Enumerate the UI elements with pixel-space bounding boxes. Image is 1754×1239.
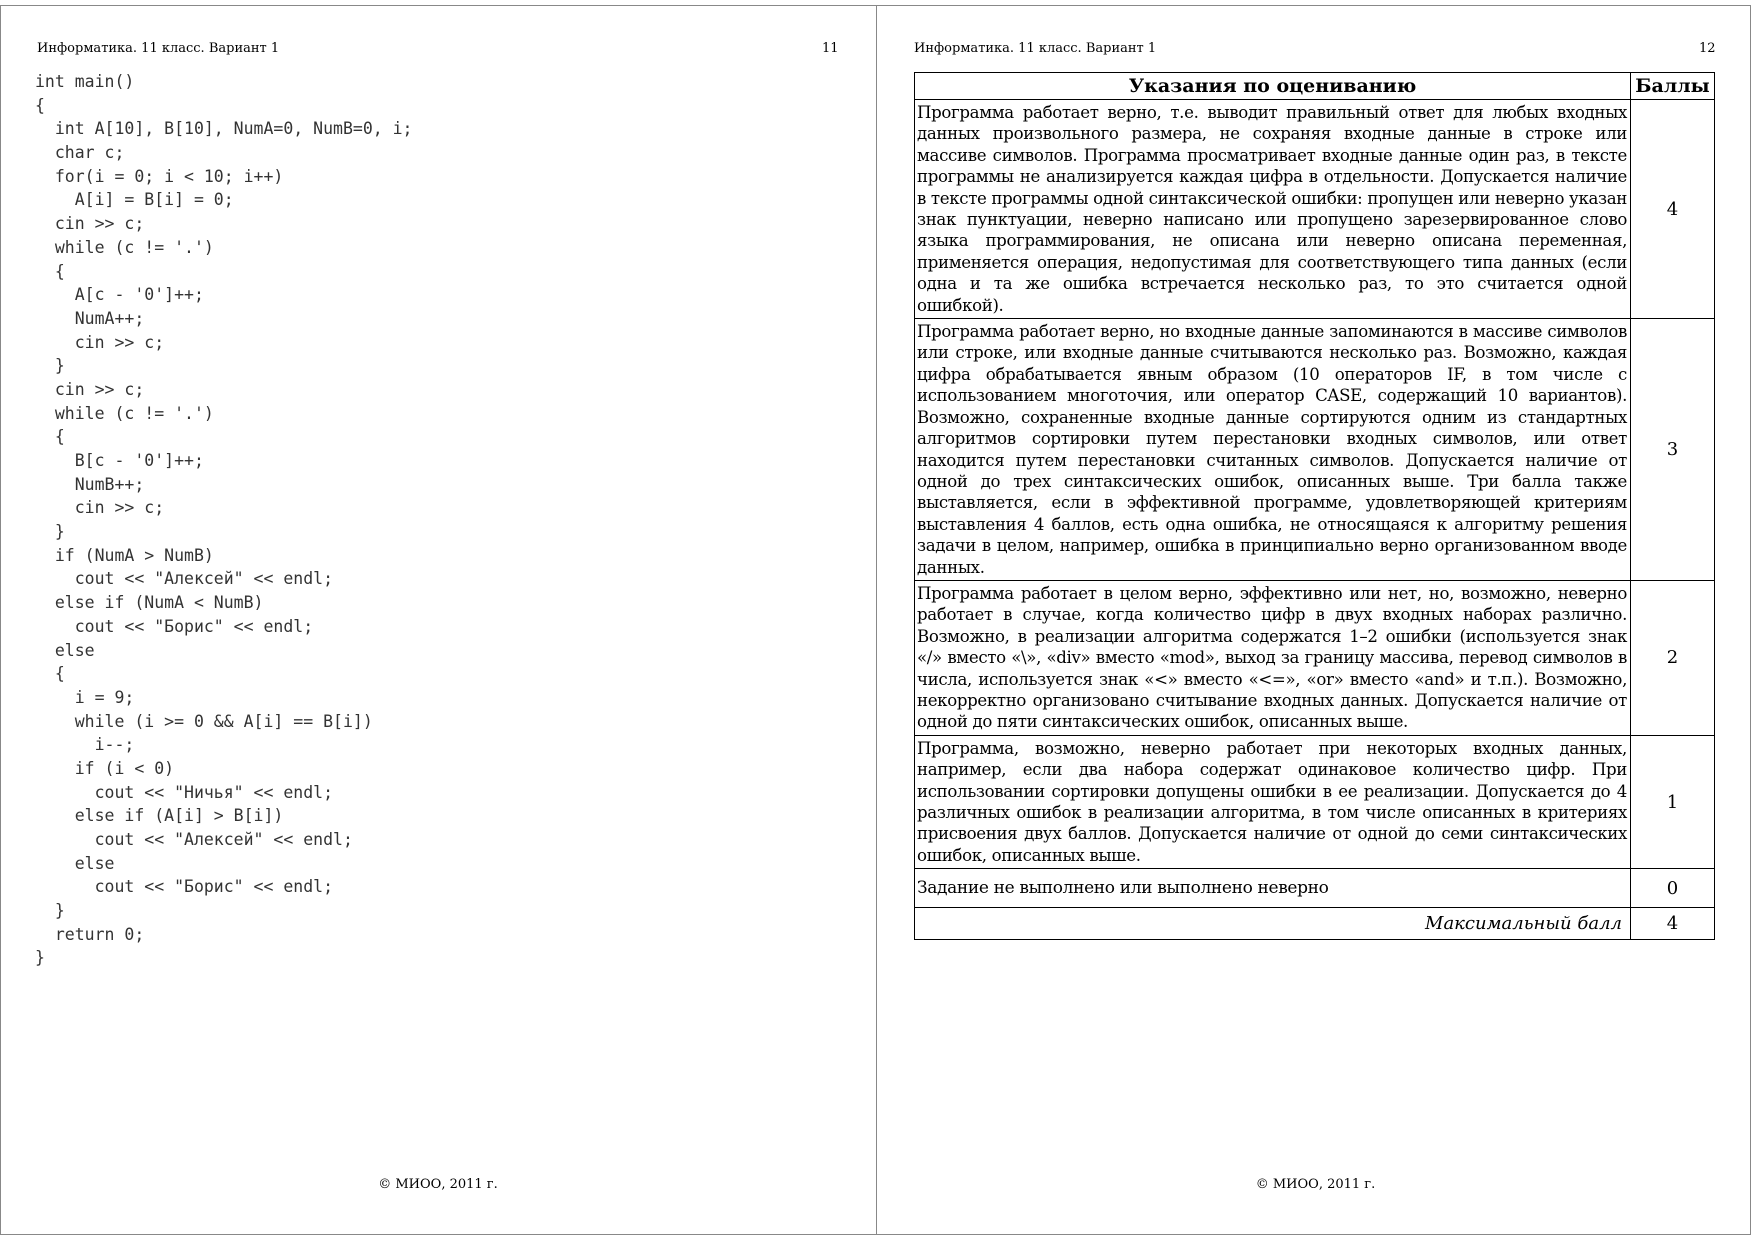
running-head: Информатика. 11 класс. Вариант 1 xyxy=(37,41,280,56)
page-footer: © МИОО, 2011 г. xyxy=(378,1177,498,1192)
table-header-row xyxy=(915,73,1715,100)
table-row xyxy=(915,580,1715,735)
criteria-cell: Программа работает в целом верно, эффективно или нет, но, возможно, неверно работает в случае, когда количество цифр в двух входных наборах различно. Возможно, в реализации алгоритма содержатся 1–2 ошибки (используется знак «/» вместо «\», «div» вместо «mod», выход за границу массива, перевод символов в числа, используется знак «<» вместо «<=», «or» вместо «and» и т.п.). Возможно, некорректно организовано считывание входных данных. Допускается наличие от одной до пяти синтаксических ошибок, описанных выше. xyxy=(915,580,1631,735)
table-row xyxy=(915,869,1715,908)
code-line: while (i >= 0 && A[i] == B[i]) xyxy=(35,711,373,731)
page-number: 11 xyxy=(822,41,839,56)
code-line: { xyxy=(35,261,65,281)
criteria-cell: Программа, возможно, неверно работает при некоторых входных данных, например, если два набора содержат одинаковое количество цифр. При использовании сортировки допущены ошибки в ее реализации. Допускается до 4 различных ошибок в реализации алгоритма, в том числе описанных в критериях присвоения двух баллов. Допускается наличие от одной до семи синтаксических ошибок, описанных выше. xyxy=(915,735,1631,868)
code-line: cout << "Алексей" << endl; xyxy=(35,569,334,589)
criteria-cell: Программа работает верно, но входные данные запоминаются в массиве символов или строке, или входные данные считываются несколько раз. Возможно, каждая цифра обрабатывается явным образом (10 операторов IF, в том числе с использованием многоточия, или оператор CASE, содержащий 10 вариантов). Возможно, сохраненные входные данные сортируются одним из стандартных алгоритмов сортировки путем перестановки входных символов, или ответ находится путем перестановки считанных символов. Допускается наличие от одной до трех синтаксических ошибок, описанных выше. Три балла также выставляется, если в эффективной программе, удовлетворяющей критериям выставления 4 баллов, есть одна ошибка, не относящаяся к алгоритму решения задачи в целом, например, ошибка в принципиально верно организованном вводе данных. xyxy=(915,319,1631,581)
grading-table xyxy=(914,72,1715,940)
points-cell: 2 xyxy=(1631,580,1715,735)
code-listing xyxy=(35,70,413,970)
code-line: else if (NumA < NumB) xyxy=(35,593,264,613)
running-head: Информатика. 11 класс. Вариант 1 xyxy=(914,41,1157,56)
right-page xyxy=(877,0,1754,1239)
max-score-label: Максимальный балл xyxy=(915,908,1631,940)
code-line: NumA++; xyxy=(35,308,145,328)
code-line: B[c - '0']++; xyxy=(35,451,204,470)
points-cell: 1 xyxy=(1631,735,1715,868)
code-line: i--; xyxy=(35,735,135,755)
code-line: cin >> c; xyxy=(35,332,165,352)
code-line: } xyxy=(35,356,65,376)
code-line: int main() xyxy=(35,72,135,91)
points-cell: 4 xyxy=(1631,100,1715,319)
points-cell: 3 xyxy=(1631,319,1715,581)
code-line: { xyxy=(35,95,45,115)
code-line: i = 9; xyxy=(35,687,135,707)
code-line: cout << "Борис" << endl; xyxy=(35,616,314,636)
code-line: if (i < 0) xyxy=(35,758,175,778)
code-line: cin >> c; xyxy=(35,379,145,399)
code-line: char c; xyxy=(35,143,125,163)
code-line: return 0; xyxy=(35,924,145,944)
code-line: } xyxy=(35,948,45,968)
code-line: cout << "Борис" << endl; xyxy=(35,877,334,897)
left-page xyxy=(0,0,876,1239)
code-line: { xyxy=(35,664,65,684)
table-row xyxy=(915,319,1715,581)
code-line: while (c != '.') xyxy=(35,403,214,423)
table-row xyxy=(915,100,1715,319)
points-header: Баллы xyxy=(1631,73,1715,100)
code-line: while (c != '.') xyxy=(35,237,214,257)
max-score-value: 4 xyxy=(1631,908,1715,940)
code-line: else xyxy=(35,640,95,660)
code-line: for(i = 0; i < 10; i++) xyxy=(35,166,284,186)
page-footer: © МИОО, 2011 г. xyxy=(1255,1177,1376,1192)
code-line: } xyxy=(35,522,65,542)
criteria-cell: Программа работает верно, т.е. выводит правильный ответ для любых входных данных произвольного размера, не сохраняя входные данные в строке или массиве символов. Программа просматривает входные данные один раз, в тексте программы не анализируется каждая цифра в отдельности. Допускается наличие в тексте программы одной синтаксической ошибки: пропущен или неверно указан знак пунктуации, неверно написано или пропущено зарезервированное слово языка программирования, не описана или неверно описана переменная, применяется операция, недопустимая для соответствующего типа данных (если одна и та же ошибка встречается несколько раз, то это считается одной ошибкой). xyxy=(915,100,1631,319)
code-line: } xyxy=(35,901,65,921)
page-number: 12 xyxy=(1699,41,1716,56)
code-line: cin >> c; xyxy=(35,214,145,234)
code-line: else if (A[i] > B[i]) xyxy=(35,806,284,826)
code-line: if (NumA > NumB) xyxy=(35,545,214,565)
code-line: cout << "Ничья" << endl; xyxy=(35,782,334,802)
points-cell: 0 xyxy=(1631,869,1715,908)
code-line: else xyxy=(35,853,115,873)
code-line: A[c - '0']++; xyxy=(35,285,204,305)
table-row xyxy=(915,735,1715,868)
code-line: A[i] = B[i] = 0; xyxy=(35,190,234,210)
code-line: cin >> c; xyxy=(35,498,165,518)
code-line: { xyxy=(35,427,65,447)
criteria-header: Указания по оцениванию xyxy=(915,73,1631,100)
criteria-cell: Задание не выполнено или выполнено неверно xyxy=(915,869,1631,908)
code-line: cout << "Алексей" << endl; xyxy=(35,830,353,849)
code-line: NumB++; xyxy=(35,474,145,494)
code-line: int A[10], B[10], NumA=0, NumB=0, i; xyxy=(35,119,413,139)
max-score-row xyxy=(915,908,1715,940)
